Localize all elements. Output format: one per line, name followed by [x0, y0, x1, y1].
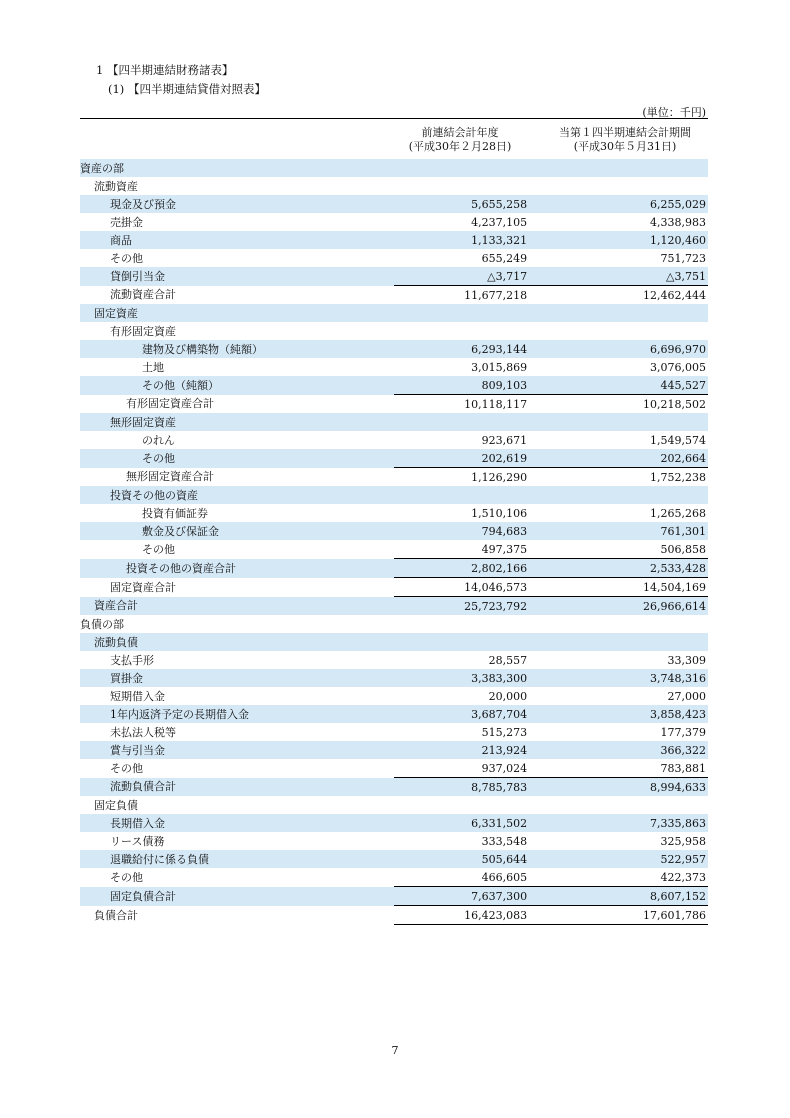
row-label: 流動負債 [80, 633, 390, 651]
current-quarter-value: 14,504,169 [531, 578, 708, 597]
row-label: 賞与引当金 [80, 741, 390, 759]
table-row [80, 796, 708, 814]
current-quarter-value: 445,527 [531, 376, 708, 395]
section-heading: 1 【四半期連結財務諸表】 [96, 63, 234, 77]
row-label: 貸倒引当金 [80, 267, 390, 286]
current-quarter-value: 3,076,005 [650, 360, 706, 374]
current-quarter-value: 7,335,863 [531, 814, 708, 832]
row-label: 固定負債 [94, 798, 138, 812]
top-rule [80, 118, 708, 119]
balance-sheet-rows [80, 159, 708, 925]
row-label: 有形固定資産合計 [126, 397, 214, 411]
current-quarter-value: 33,309 [667, 653, 706, 667]
current-quarter-value: 3,858,423 [531, 705, 708, 723]
row-label: 売掛金 [110, 215, 143, 229]
current-quarter-value: 26,966,614 [531, 597, 708, 616]
prior-year-value [394, 633, 531, 651]
row-label: 短期借入金 [110, 689, 165, 703]
row-label: 投資有価証券 [142, 506, 208, 520]
prior-year-value: 11,677,218 [394, 286, 531, 305]
row-label: 流動資産合計 [110, 288, 176, 302]
table-row [80, 340, 708, 358]
row-label: 買掛金 [80, 669, 390, 687]
row-label: 負債合計 [94, 908, 138, 922]
current-quarter-value: 6,255,029 [531, 195, 708, 213]
row-label: その他 [110, 761, 143, 775]
prior-year-value: 16,423,083 [394, 906, 531, 925]
current-quarter-value [531, 322, 708, 340]
table-row [80, 597, 708, 616]
current-quarter-value: 522,957 [531, 850, 708, 868]
table-row [80, 431, 708, 449]
row-label: その他 [110, 870, 143, 884]
row-label: 固定資産 [80, 304, 390, 322]
current-quarter-value: 761,301 [531, 522, 708, 540]
current-quarter-value: 1,265,268 [650, 506, 706, 520]
current-quarter-value: 783,881 [660, 761, 706, 775]
row-label: のれん [142, 433, 175, 447]
table-row [80, 669, 708, 687]
prior-year-value: 333,548 [481, 834, 528, 848]
table-row [80, 615, 708, 633]
prior-year-value: 466,605 [481, 870, 528, 884]
current-quarter-value [531, 159, 708, 177]
current-quarter-value [531, 615, 708, 633]
row-label: 固定負債合計 [80, 887, 390, 906]
prior-year-value: 1,133,321 [394, 231, 531, 249]
prior-year-value [394, 304, 531, 322]
row-label: 支払手形 [110, 653, 154, 667]
row-label: 無形固定資産合計 [126, 470, 214, 484]
prior-year-value [394, 159, 531, 177]
row-label: 1年内返済予定の長期借入金 [80, 705, 390, 723]
table-row [80, 814, 708, 832]
prior-year-value: 8,785,783 [394, 778, 531, 797]
prior-year-value: 14,046,573 [394, 578, 531, 597]
table-row [80, 413, 708, 431]
current-quarter-value [531, 177, 708, 195]
table-row [80, 850, 708, 868]
current-quarter-value: 12,462,444 [531, 286, 708, 305]
current-quarter-value [531, 486, 708, 504]
table-row [80, 449, 708, 468]
column-header-prior-year-date: (平成30年２月28日) [408, 140, 512, 153]
prior-year-value: 505,644 [394, 850, 531, 868]
row-label: その他 [80, 449, 390, 468]
prior-year-value: 794,683 [394, 522, 531, 540]
row-label: 投資その他の資産 [80, 486, 390, 504]
prior-year-value: 25,723,792 [394, 597, 531, 616]
prior-year-value: 6,331,502 [394, 814, 531, 832]
table-row [80, 868, 708, 887]
prior-year-value: 937,024 [481, 761, 528, 775]
current-quarter-value: 3,748,316 [531, 669, 708, 687]
table-row [80, 267, 708, 286]
table-row [80, 468, 708, 487]
prior-year-value: 3,015,869 [471, 360, 528, 374]
row-label: 長期借入金 [80, 814, 390, 832]
current-quarter-value: 2,533,428 [531, 559, 708, 578]
prior-year-value: 28,557 [488, 653, 528, 667]
table-row [80, 778, 708, 797]
table-row [80, 395, 708, 414]
prior-year-value [394, 322, 531, 340]
prior-year-value: 655,249 [481, 251, 528, 265]
current-quarter-value: 1,752,238 [531, 468, 708, 487]
balance-sheet-table [80, 159, 708, 925]
row-label: 未払法人税等 [110, 725, 176, 739]
prior-year-value [394, 615, 531, 633]
table-row [80, 522, 708, 540]
current-quarter-value: 202,664 [531, 449, 708, 468]
table-row [80, 376, 708, 395]
prior-year-value: 515,273 [481, 725, 528, 739]
prior-year-value: △3,717 [394, 267, 531, 286]
current-quarter-value: 4,338,983 [650, 215, 706, 229]
table-row [80, 249, 708, 267]
current-quarter-value: 366,322 [531, 741, 708, 759]
row-label: 資産合計 [80, 597, 390, 616]
page-number: 7 [391, 1044, 399, 1057]
table-row [80, 304, 708, 322]
prior-year-value: 3,687,704 [394, 705, 531, 723]
prior-year-value: 4,237,105 [471, 215, 528, 229]
column-header-prior-year-title: 前連結会計年度 [421, 126, 499, 139]
prior-year-value: 6,293,144 [394, 340, 531, 358]
column-header-prior-year [380, 126, 540, 154]
row-label: 建物及び構築物（純額） [80, 340, 390, 358]
table-row [80, 759, 708, 778]
table-row [80, 687, 708, 705]
current-quarter-value: 751,723 [660, 251, 706, 265]
table-row [80, 322, 708, 340]
table-row [80, 486, 708, 504]
prior-year-value [394, 486, 531, 504]
prior-year-value: 3,383,300 [394, 669, 531, 687]
prior-year-value: 497,375 [481, 542, 528, 556]
current-quarter-value: 6,696,970 [531, 340, 708, 358]
current-quarter-value: 1,120,460 [531, 231, 708, 249]
row-label: その他 [110, 251, 143, 265]
current-quarter-value: 422,373 [660, 870, 706, 884]
unit-label: (単位：千円) [642, 106, 706, 119]
prior-year-value [394, 413, 531, 431]
row-label: 固定資産合計 [110, 580, 176, 594]
row-label: リース債務 [110, 834, 165, 848]
prior-year-value: 20,000 [488, 689, 528, 703]
row-label: 商品 [80, 231, 390, 249]
prior-year-value: 1,510,106 [471, 506, 528, 520]
prior-year-value: 5,655,258 [394, 195, 531, 213]
prior-year-value: 809,103 [394, 376, 531, 395]
table-row [80, 906, 708, 925]
prior-year-value: 10,118,117 [394, 395, 531, 414]
table-row [80, 578, 708, 597]
row-label: 流動負債合計 [80, 778, 390, 797]
table-row [80, 651, 708, 669]
table-row [80, 195, 708, 213]
prior-year-value: 202,619 [394, 449, 531, 468]
table-row [80, 177, 708, 195]
subsection-heading: (1) 【四半期連結貸借対照表】 [108, 82, 266, 96]
row-label: 敷金及び保証金 [80, 522, 390, 540]
table-row [80, 286, 708, 305]
current-quarter-value: 177,379 [660, 725, 706, 739]
row-label: その他（純額） [80, 376, 390, 395]
current-quarter-value [531, 796, 708, 814]
current-quarter-value [531, 304, 708, 322]
current-quarter-value: 1,549,574 [650, 433, 706, 447]
table-row [80, 633, 708, 651]
row-label: 有形固定資産 [110, 324, 176, 338]
row-label: 現金及び預金 [80, 195, 390, 213]
table-row [80, 887, 708, 906]
table-row [80, 358, 708, 376]
table-row [80, 159, 708, 177]
prior-year-value: 2,802,166 [394, 559, 531, 578]
current-quarter-value: 325,958 [660, 834, 706, 848]
current-quarter-value: 10,218,502 [531, 395, 708, 414]
current-quarter-value [531, 633, 708, 651]
prior-year-value: 923,671 [481, 433, 528, 447]
row-label: その他 [142, 542, 175, 556]
prior-year-value [394, 177, 531, 195]
table-row [80, 540, 708, 559]
table-row [80, 231, 708, 249]
row-label: 投資その他の資産合計 [80, 559, 390, 578]
table-row [80, 723, 708, 741]
prior-year-value [394, 796, 531, 814]
prior-year-value: 7,637,300 [394, 887, 531, 906]
row-label: 負債の部 [80, 617, 124, 631]
table-row [80, 213, 708, 231]
current-quarter-value: 8,994,633 [531, 778, 708, 797]
current-quarter-value [531, 413, 708, 431]
current-quarter-value: 506,858 [660, 542, 706, 556]
table-row [80, 705, 708, 723]
prior-year-value: 1,126,290 [394, 468, 531, 487]
current-quarter-value: △3,751 [531, 267, 708, 286]
row-label: 流動資産 [94, 179, 138, 193]
row-label: 退職給付に係る負債 [80, 850, 390, 868]
row-label: 無形固定資産 [80, 413, 390, 431]
row-label: 資産の部 [80, 159, 390, 177]
current-quarter-value: 27,000 [667, 689, 706, 703]
column-header-current-quarter [545, 126, 705, 154]
table-row [80, 832, 708, 850]
current-quarter-value: 8,607,152 [531, 887, 708, 906]
column-header-current-quarter-date: (平成30年５月31日) [573, 140, 677, 153]
row-label: 土地 [142, 360, 164, 374]
table-row [80, 504, 708, 522]
column-header-current-quarter-title: 当第１四半期連結会計期間 [559, 126, 691, 139]
current-quarter-value: 17,601,786 [531, 906, 708, 925]
table-row [80, 559, 708, 578]
prior-year-value: 213,924 [394, 741, 531, 759]
table-row [80, 741, 708, 759]
